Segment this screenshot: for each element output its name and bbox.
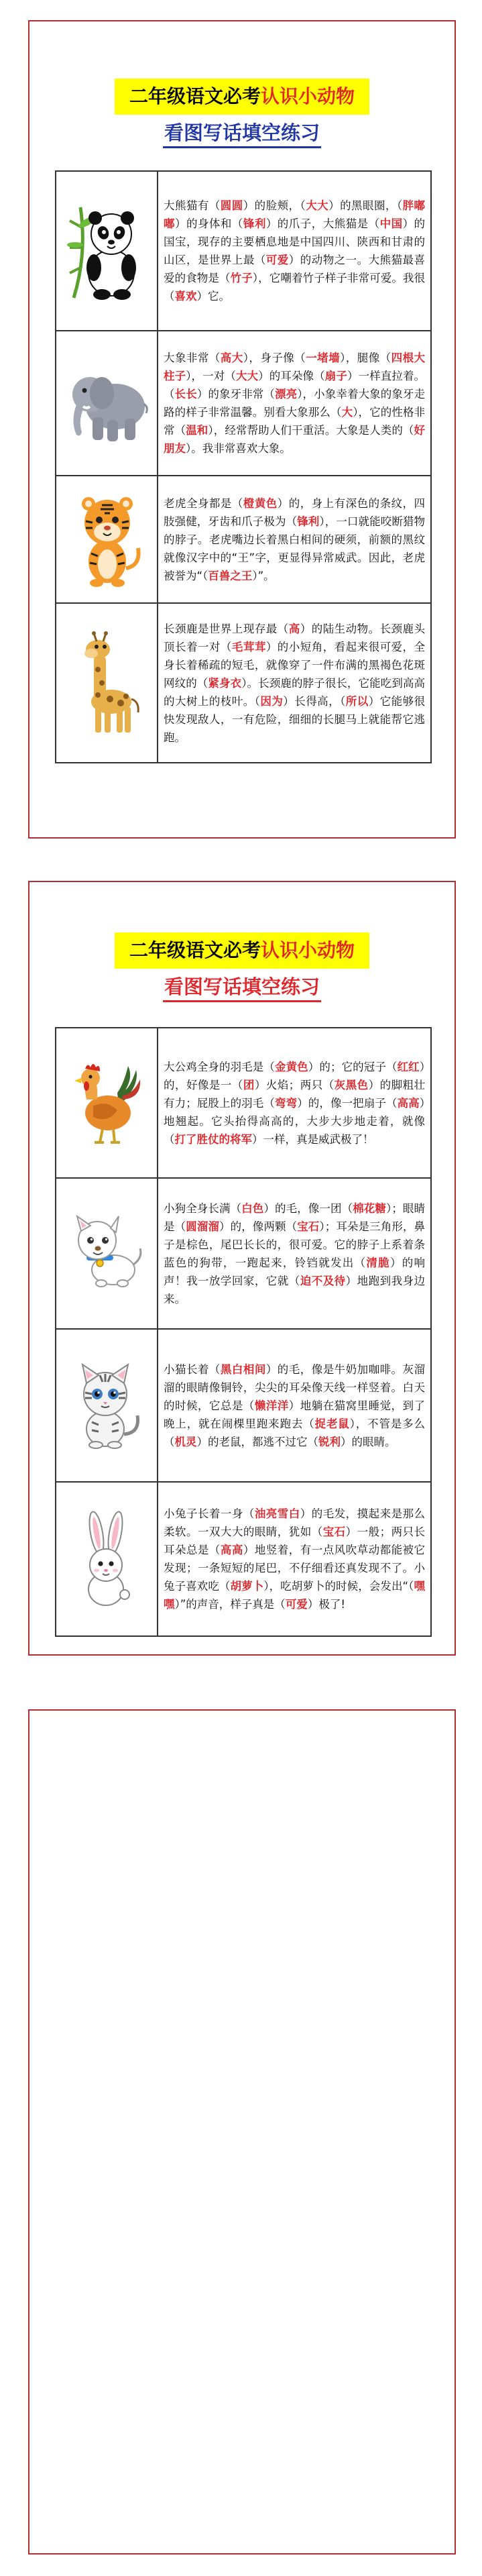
passage-text: ）的脸颊，（ xyxy=(243,199,306,212)
passage-text: ）的小短角，看起来很可爱，全身长着稀疏的短毛，就像穿了一件布满的黑褐色花斑网纹的（ xyxy=(164,640,426,690)
passage-text: ）的老鼠，都逃不过它（ xyxy=(196,1435,318,1448)
title-highlight: 认识小动物 xyxy=(261,85,355,107)
panda-text xyxy=(158,171,431,331)
passage-text: ），一对（ xyxy=(186,370,236,382)
passage-text: ），小象幸着大象的象牙走路的样子非常温馨。别看大象那么（ xyxy=(164,388,426,419)
answer-text: 中国 xyxy=(379,217,403,230)
answer-text: 大大 xyxy=(235,370,259,382)
answer-text: 黑白相间 xyxy=(220,1362,266,1376)
answer-text: 锐利 xyxy=(318,1435,341,1448)
answer-text: 紧身衣 xyxy=(208,676,242,690)
answer-text: 红红 xyxy=(397,1060,420,1073)
passage-text: ）的，像两颗（ xyxy=(219,1220,298,1233)
passage-text: ）极了! xyxy=(307,1598,345,1611)
answer-text: 圆溜溜 xyxy=(186,1220,219,1233)
tiger-text xyxy=(158,476,431,603)
page-subtitle: 看图写话填空练习 xyxy=(163,975,321,1002)
passage-text: ）一样直拉着。（ xyxy=(164,370,426,400)
answer-text: 捉老鼠 xyxy=(314,1417,350,1430)
passage-text: ），不管是多么（ xyxy=(164,1417,426,1448)
passage-text: ）的爪子，大熊猫是（ xyxy=(265,217,380,230)
passage-text: 小兔子长着一身（ xyxy=(164,1507,255,1520)
passage-text: ），身子像（ xyxy=(243,352,306,364)
passage-text: ）火焰；两只（ xyxy=(254,1078,335,1091)
page-title-wrap xyxy=(29,78,455,115)
passage-text: ）的陆生动物。长颈鹿头顶长着一对（ xyxy=(164,622,426,653)
elephant-image xyxy=(56,331,158,476)
answer-text: 宝石 xyxy=(297,1220,320,1233)
passage-text: ）；眼睛是（ xyxy=(164,1201,426,1233)
answer-text: 大 xyxy=(341,406,353,419)
answer-text: 好朋友 xyxy=(164,424,426,455)
answer-text: 漂亮 xyxy=(275,388,298,400)
answer-text: 圆圆 xyxy=(220,199,243,212)
answer-text: 懒洋洋 xyxy=(254,1399,289,1412)
passage-text: 长颈鹿是世界上现存最（ xyxy=(164,622,289,635)
passage-text: ）的象牙非常（ xyxy=(196,388,275,400)
passage-text: ），一口就能咬断猎物的脖子。老虎嘴边长着黑白相间的硬须，前额的黑纹就像汉字中的“王”字，更显得异常威武。因此，老虎被誉为“（ xyxy=(164,515,426,582)
puppy-icon xyxy=(66,1214,147,1294)
passage-text: 大熊猫有（ xyxy=(164,199,221,212)
answer-text: 宝石 xyxy=(322,1525,346,1538)
passage-text: ）地躺在猫窝里睡觉，到了晚上，就在闹棵里跑来跑去（ xyxy=(164,1399,426,1430)
answer-text: 锋利 xyxy=(297,515,320,528)
title-main: 二年级语文必考 xyxy=(129,939,261,961)
passage-text: ）地跑到我身边来。 xyxy=(164,1274,426,1305)
answer-text: 打了胜仗的将军 xyxy=(174,1132,252,1146)
table-row xyxy=(56,1028,431,1178)
passage-text: ），它嘲着竹子样子非常可爱。我很（ xyxy=(164,272,426,303)
answer-text: 白色 xyxy=(241,1201,264,1215)
page-title-wrap xyxy=(29,932,455,969)
passage-text: ）的毛发，摸起来是那么柔软。一双大大的眼睛，犹如（ xyxy=(164,1507,426,1538)
elephant-text xyxy=(158,331,431,476)
answer-text: 棉花糖 xyxy=(353,1201,386,1215)
passage-text: ）的响声！我一放学回家，它就（ xyxy=(164,1256,426,1287)
answer-text: 百兽之王 xyxy=(208,569,253,582)
rabbit-icon xyxy=(70,1509,143,1609)
passage-text: ）的动物之一。大熊猫最喜爱的食物是（ xyxy=(164,254,426,284)
answer-text: 金黄色 xyxy=(274,1060,308,1073)
passage-text: 老虎全身都是（ xyxy=(164,496,243,510)
table-row xyxy=(56,603,431,763)
answer-text: 温和 xyxy=(186,424,208,437)
passage-text: ）的眼睛。 xyxy=(341,1435,396,1448)
worksheet-page-1 xyxy=(28,20,456,839)
passage-text: ）的身体和（ xyxy=(174,217,243,230)
rooster-icon xyxy=(66,1059,147,1146)
answer-text: 四根大柱子 xyxy=(164,352,426,382)
passage-text: ）一样，真是威武极了！ xyxy=(252,1132,374,1146)
answer-text: 长长 xyxy=(174,388,197,400)
tiger-image xyxy=(56,476,158,603)
passage-text: ）”的声音，样子真是（ xyxy=(174,1598,286,1611)
passage-text: ）；耳朵是三角形，鼻子是棕色，尾巴长长的，很可爱。它的脖子上系着条蓝色的狗带，一跑起来，铃铛就发出（ xyxy=(164,1220,426,1269)
passage-text: ）地竖着，有一点风吹草动都能被它发现；一条短短的尾巴，不仔细看还真发现不了。小兔子喜欢吃（ xyxy=(164,1544,426,1593)
subtitle-wrap xyxy=(29,975,455,1002)
answer-text: 油亮雪白 xyxy=(254,1507,300,1520)
passage-text: ）的毛，像是牛奶加咖啡。灰溜溜的眼睛像铜铃，尖尖的耳朵像天线一样竖着。白天的时候，它总是（ xyxy=(164,1362,426,1412)
passage-text: 小狗全身长满（ xyxy=(164,1201,242,1215)
passage-text: ）。我非常喜欢大象。 xyxy=(186,442,291,455)
answer-text: 弯弯 xyxy=(274,1096,298,1110)
answer-text: 锋利 xyxy=(243,217,266,230)
passage-text: 大象非常（ xyxy=(164,352,221,364)
answer-text: 机灵 xyxy=(174,1435,197,1448)
passage-text: ）的毛，像一团（ xyxy=(263,1201,353,1215)
page-title xyxy=(115,78,369,115)
puppy-image xyxy=(56,1178,158,1329)
answer-text: 清脆 xyxy=(366,1256,390,1269)
passage-text: ）的，像一把扇子（ xyxy=(297,1096,398,1110)
page-subtitle: 看图写话填空练习 xyxy=(163,121,321,148)
title-highlight: 认识小动物 xyxy=(261,939,355,961)
passage-text: ）地翘起。它头抬得高高的，大步大步地走着，就像（ xyxy=(164,1096,426,1146)
passage-text: 小猫长着（ xyxy=(164,1362,221,1376)
answer-text: 一堵墙 xyxy=(306,352,341,364)
answer-text: 高高 xyxy=(220,1544,243,1556)
passage-text: ）一般；两只长耳朵总是（ xyxy=(164,1525,426,1556)
rabbit-image xyxy=(56,1482,158,1636)
animal-table xyxy=(55,1027,432,1637)
answer-text: 扇子 xyxy=(324,370,347,382)
passage-text: ），它的性格非常（ xyxy=(164,406,426,437)
passage-text: ）的黑眼圈，（ xyxy=(328,199,403,212)
elephant-icon xyxy=(63,360,150,447)
answer-text: 可爱 xyxy=(285,1598,308,1611)
rabbit-text xyxy=(158,1482,431,1636)
page-title xyxy=(115,932,369,969)
answer-text: 竹子 xyxy=(230,272,253,284)
panda-icon xyxy=(67,201,146,301)
answer-text: 可爱 xyxy=(265,254,289,266)
passage-text: ）。长颈鹿的脖子很长，它能吃到高高的大树上的枝叶。（ xyxy=(164,676,426,708)
passage-text: ）”。 xyxy=(252,569,275,582)
answer-text: 喜欢 xyxy=(174,290,197,303)
table-row xyxy=(56,171,431,331)
worksheet-page-3 xyxy=(28,1709,456,2555)
kitten-image xyxy=(56,1329,158,1482)
subtitle-wrap xyxy=(29,121,455,148)
worksheet-page-2 xyxy=(28,881,456,1656)
answer-text: 高大 xyxy=(220,352,243,364)
kitten-text xyxy=(158,1329,431,1482)
passage-text: ）的；它的冠子（ xyxy=(308,1060,398,1073)
answer-text: 橙黄色 xyxy=(243,496,278,510)
passage-text: ）的，身上有深色的条纹，四肢强健，牙齿和爪子极为（ xyxy=(164,496,426,528)
giraffe-icon xyxy=(70,629,143,737)
table-row xyxy=(56,331,431,476)
answer-text: 迫不及待 xyxy=(300,1274,346,1287)
passage-text: ）它。 xyxy=(196,290,230,303)
answer-text: 胖嘟嘟 xyxy=(164,199,426,230)
table-row xyxy=(56,476,431,603)
rooster-image xyxy=(56,1028,158,1178)
answer-text: 大大 xyxy=(306,199,329,212)
answer-text: 高 xyxy=(288,622,300,635)
passage-text: ）的，好像是一（ xyxy=(164,1060,426,1091)
giraffe-text xyxy=(158,603,431,763)
answer-text: 胡萝卜 xyxy=(230,1580,264,1593)
rooster-text xyxy=(158,1028,431,1178)
answer-text: 高高 xyxy=(397,1096,420,1110)
answer-text: 所以 xyxy=(345,694,369,708)
passage-text: ），腿像（ xyxy=(340,352,391,364)
answer-text: 毛茸茸 xyxy=(231,640,266,653)
kitten-icon xyxy=(66,1362,147,1449)
tiger-icon xyxy=(70,489,143,590)
panda-image xyxy=(56,171,158,331)
passage-text: 大公鸡全身的羽毛是（ xyxy=(164,1060,275,1073)
title-main: 二年级语文必考 xyxy=(129,85,261,107)
table-row xyxy=(56,1482,431,1636)
answer-text: 灰黑色 xyxy=(334,1078,369,1091)
passage-text: ），经常帮助人们干重活。大象是人类的（ xyxy=(208,424,414,437)
passage-text: ）的耳朵像（ xyxy=(258,370,325,382)
passage-text: ）的国宝，现存的主要栖息地是中国四川、陕西和甘肃的山区，是世界上最（ xyxy=(164,217,426,266)
passage-text: ）它能够很快发现敌人，一有危险，细细的长腿马上就能帮它逃跑。 xyxy=(164,694,426,744)
passage-text: ）的脚粗壮有力；屁股上的羽毛（ xyxy=(164,1078,426,1110)
table-row xyxy=(56,1178,431,1329)
answer-text: 嘿嘿 xyxy=(164,1580,425,1611)
passage-text: ），吃胡萝卜的时候，会发出“（ xyxy=(263,1580,414,1593)
table-row xyxy=(56,1329,431,1482)
giraffe-image xyxy=(56,603,158,763)
puppy-text xyxy=(158,1178,431,1329)
passage-text: ）长得高，（ xyxy=(283,694,346,708)
answer-text: 因为 xyxy=(260,694,284,708)
answer-text: 团 xyxy=(243,1078,255,1091)
animal-table xyxy=(55,170,432,763)
